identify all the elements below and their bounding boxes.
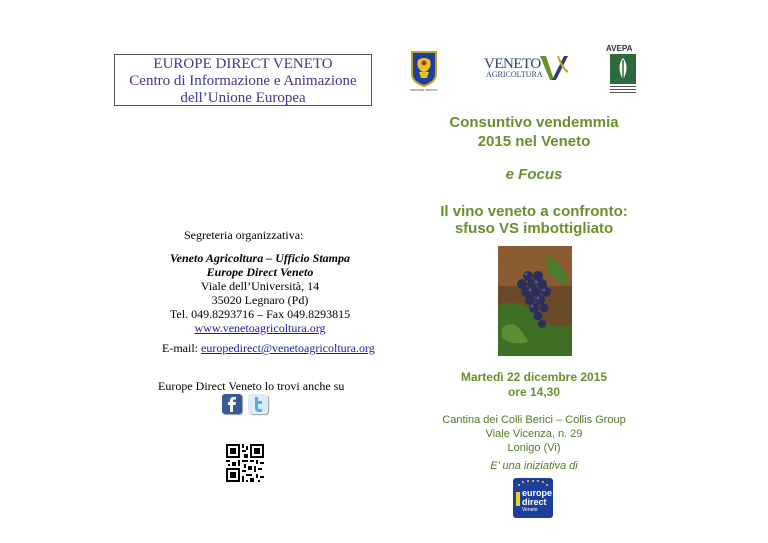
venue-city: Lonigo (Vi) <box>507 442 561 454</box>
event-subtitle-line-2: sfuso VS imbottigliato <box>454 220 614 237</box>
email-line <box>162 341 375 356</box>
europe-direct-logo <box>513 478 553 518</box>
europe-direct-line2: direct <box>522 497 547 507</box>
venue-name: Cantina dei Colli Berici – Collis Group <box>442 414 626 426</box>
twitter-icon[interactable] <box>248 394 268 414</box>
event-subtitle-line-1: Il vino veneto a confronto: <box>440 203 628 220</box>
social-text: Europe Direct Veneto lo trovi anche su <box>158 379 345 393</box>
event-subtitle <box>420 203 648 237</box>
qr-code[interactable] <box>226 444 264 482</box>
initiative-label: E’ una iniziativa di <box>490 460 578 472</box>
org-line: Veneto Agricoltura – Ufficio Stampa <box>169 251 350 265</box>
facebook-icon[interactable] <box>222 394 242 414</box>
address-line-1: Viale dell’Università, 14 <box>200 279 320 293</box>
header-line-2: Centro di Informazione e Animazione <box>129 73 357 89</box>
event-title <box>420 113 648 151</box>
phone-line: Tel. 049.8293716 – Fax 049.8293815 <box>169 307 351 321</box>
regione-caption: REGIONE VENETO <box>410 88 438 92</box>
event-focus: e Focus <box>505 166 563 183</box>
header-line-1: EUROPE DIRECT VENETO <box>153 56 333 72</box>
contacts-block <box>140 251 380 335</box>
grapes-image-icon <box>498 246 572 356</box>
event-venue <box>420 413 648 455</box>
avepa-label: AVEPA <box>606 44 633 53</box>
event-title-line-2: 2015 nel Veneto <box>477 133 591 150</box>
venue-street: Viale Vicenza, n. 29 <box>485 428 583 440</box>
event-date-line: Martedì 22 dicembre 2015 <box>460 370 608 384</box>
org-line-2: Europe Direct Veneto <box>206 265 314 279</box>
segreteria-label: Segreteria organizzativa: <box>184 228 304 242</box>
qr-code-icon <box>226 444 264 482</box>
email-label: E-mail: <box>162 341 201 355</box>
website-link[interactable]: www.venetoagricoltura.org <box>194 321 326 335</box>
event-date <box>420 370 648 400</box>
grapes-photo <box>498 246 572 356</box>
event-time-line: ore 14,30 <box>507 385 561 399</box>
veneto-agricoltura-logo <box>484 54 570 82</box>
regione-veneto-lion-icon <box>410 50 438 88</box>
regione-veneto-logo <box>410 50 438 92</box>
twitter-t-icon <box>248 394 268 414</box>
avepa-logo <box>600 44 644 96</box>
logo-agricoltura-word: AGRICOLTURA <box>486 70 543 79</box>
address-line-2: 35020 Legnaro (Pd) <box>211 293 309 307</box>
email-link[interactable]: europedirect@venetoagricoltura.org <box>201 341 375 355</box>
facebook-f-icon <box>222 394 242 414</box>
europe-direct-line3: Veneto <box>522 507 538 513</box>
europe-direct-header-box <box>114 54 372 106</box>
europe-direct-line1: europe <box>522 488 553 498</box>
avepa-leaf-icon <box>610 54 636 84</box>
avepa-stripes <box>610 86 636 93</box>
veneto-agricoltura-v-icon <box>538 54 570 82</box>
event-title-line-1: Consuntivo vendemmia <box>449 114 619 131</box>
logo-veneto-word: VENETO <box>484 56 541 72</box>
header-line-3: dell’Unione Europea <box>180 90 306 106</box>
